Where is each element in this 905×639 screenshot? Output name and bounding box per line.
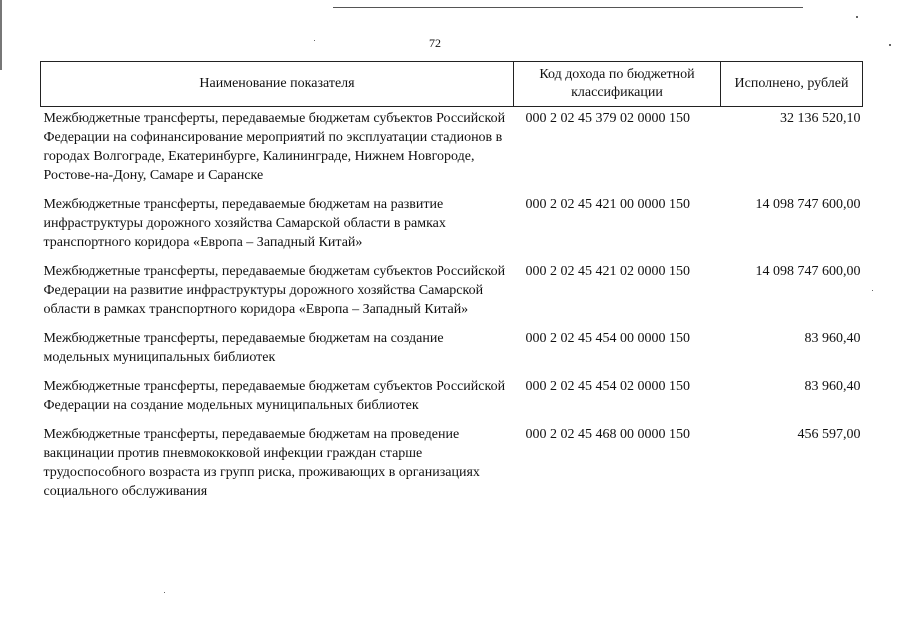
income-code: 000 2 02 45 454 00 0000 150 — [525, 331, 690, 346]
scan-speck — [314, 40, 315, 41]
income-code: 000 2 02 45 379 02 0000 150 — [525, 111, 690, 126]
scan-edge-mark — [0, 0, 2, 70]
income-code: 000 2 02 45 421 02 0000 150 — [525, 264, 690, 279]
indicator-name: Межбюджетные трансферты, передаваемые бюджетам на проведение вакцинации против пневмококковой инфекции граждан старше трудоспособного возраста из групп риска, проживающих в организациях социального обслуживания — [43, 427, 480, 499]
executed-amount: 14 098 747 600,00 — [755, 197, 861, 212]
table-row — [41, 375, 863, 423]
budget-report-table — [40, 61, 863, 509]
indicator-name: Межбюджетные трансферты, передаваемые бюджетам субъектов Российской Федерации на создание модельных муниципальных библиотек — [43, 379, 506, 413]
indicator-name: Межбюджетные трансферты, передаваемые бюджетам на создание модельных муниципальных библиотек — [43, 331, 444, 365]
income-code: 000 2 02 45 454 02 0000 150 — [525, 379, 690, 394]
executed-amount: 83 960,40 — [804, 379, 861, 394]
income-code: 000 2 02 45 421 00 0000 150 — [525, 197, 690, 212]
indicator-name: Межбюджетные трансферты, передаваемые бюджетам субъектов Российской Федерации на развитие инфраструктуры дорожного хозяйства Самарской области в рамках транспортного коридора «Европа – Западный Китай» — [43, 264, 506, 317]
executed-amount: 14 098 747 600,00 — [755, 264, 861, 279]
table-row — [41, 260, 863, 327]
indicator-name: Межбюджетные трансферты, передаваемые бюджетам субъектов Российской Федерации на софинансирование мероприятий по эксплуатации стадионов в городах Волгограде, Екатеринбурге, Калининграде, Нижнем Новгороде, Ростове-на-Дону, Самаре и Саранске — [43, 111, 506, 183]
header-indicator-name: Наименование показателя — [41, 62, 514, 107]
executed-amount: 456 597,00 — [797, 427, 861, 442]
scan-speck — [872, 290, 873, 291]
scan-speck — [164, 592, 165, 593]
table-row — [41, 327, 863, 375]
table-row — [41, 107, 863, 194]
scan-top-rule — [333, 7, 803, 8]
header-income-code: Код дохода по бюджетной классификации — [514, 62, 721, 107]
executed-amount: 83 960,40 — [804, 331, 861, 346]
income-code: 000 2 02 45 468 00 0000 150 — [525, 427, 690, 442]
indicator-name: Межбюджетные трансферты, передаваемые бюджетам на развитие инфраструктуры дорожного хозяйства Самарской области в рамках транспортного коридора «Европа – Западный Китай» — [43, 197, 446, 250]
page-number: 72 — [429, 36, 441, 50]
header-executed-amount: Исполнено, рублей — [721, 62, 863, 107]
executed-amount: 32 136 520,10 — [780, 111, 861, 126]
scan-speck — [856, 16, 858, 18]
table-row — [41, 423, 863, 509]
scan-speck — [889, 44, 891, 46]
table-header-row — [41, 62, 863, 107]
table-row — [41, 193, 863, 260]
